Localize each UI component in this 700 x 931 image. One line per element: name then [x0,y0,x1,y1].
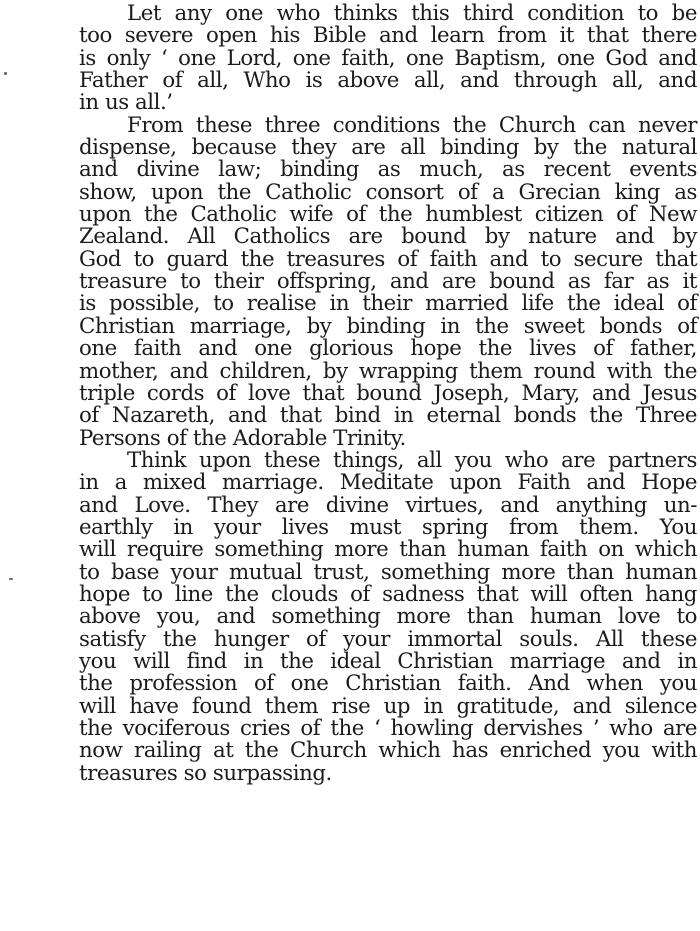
text-line: Christian marriage, by binding in the sweet bonds of [79,313,697,339]
text-line: of Nazareth, and that bind in eternal bonds the Three [79,403,697,429]
paragraph [79,112,697,451]
text-line: will require something more than human faith on which [79,537,697,563]
text-line: Let any one who thinks this third condition to be [127,1,697,26]
text-line: God to guard the treasures of faith and to secure that [79,246,697,272]
text-line: hope to line the clouds of sadness that will often hang [79,581,697,607]
text-line: Think upon these things, all you who are partners [127,447,697,473]
text-line: one faith and one glorious hope the lives of father, [79,336,697,362]
page-body-text [79,3,697,785]
paragraph [79,3,697,115]
text-line: treasure to their offspring, and are bound as far as it [79,269,697,295]
text-line: treasures so surpassing. [79,760,332,786]
text-line: above you, and something more than human love to [79,604,697,630]
text-line: is only ‘ one Lord, one faith, one Baptism, one God and [79,45,697,71]
text-line: the profession of one Christian faith. And when you [79,671,697,697]
text-line: Zealand. All Catholics are bound by nature and by [79,224,697,250]
text-line: will have found them rise up in gratitude, and silence [79,693,697,719]
margin-speck [9,578,13,580]
paragraph [79,447,697,786]
text-line: Father of all, Who is above all, and through all, and [79,68,697,94]
text-line: the vociferous cries of the ‘ howling dervishes ’ who are [79,716,697,741]
text-line: is possible, to realise in their married life the ideal of [79,291,697,317]
text-line: triple cords of love that bound Joseph, Mary, and Jesus [79,380,697,406]
text-line: satisfy the hunger of your immortal souls. All these [79,626,697,652]
text-line: in a mixed marriage. Meditate upon Faith and Hope [79,470,697,496]
text-line: dispense, because they are all binding by the natural [79,135,697,161]
text-line: mother, and children, by wrapping them round with the [79,358,697,384]
margin-speck [4,72,7,75]
text-line: Persons of the Adorable Trinity. [79,425,406,451]
text-line: and Love. They are divine virtues, and anything un- [79,492,697,518]
text-line: From these three conditions the Church can never [127,112,697,138]
text-line: now railing at the Church which has enriched you with [79,738,697,764]
text-line: too severe open his Bible and learn from it that there [79,23,697,49]
text-line: earthly in your lives must spring from them. You [79,514,697,540]
text-line: show, upon the Catholic consort of a Grecian king as [79,179,697,205]
text-line: you will find in the ideal Christian marriage and in [79,648,697,674]
text-line: upon the Catholic wife of the humblest citizen of New [79,202,697,228]
text-line: in us all.’ [79,90,173,116]
text-line: and divine law; binding as much, as recent events [79,157,697,183]
text-line: to base your mutual trust, something more than human [79,559,697,585]
